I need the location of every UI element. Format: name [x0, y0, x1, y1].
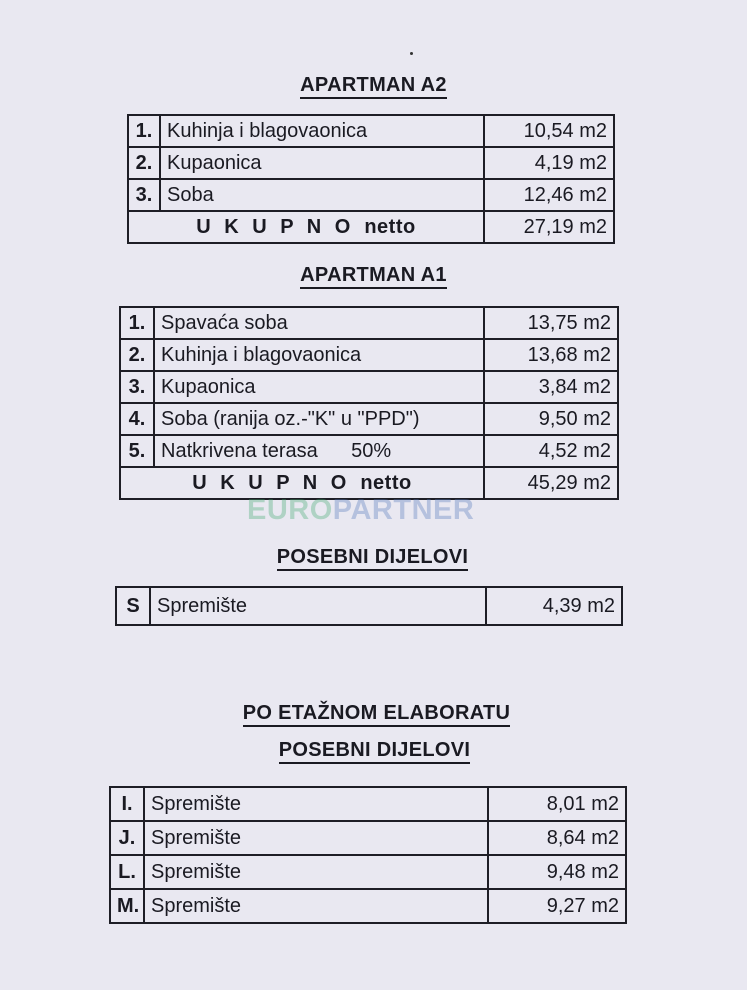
apartman-a2-table: [127, 114, 615, 244]
table-row: [120, 435, 618, 467]
row-number: L.: [110, 855, 144, 889]
room-name: Spremište: [144, 821, 488, 855]
room-area: 10,54 m2: [484, 115, 614, 147]
apartman-a2-title: [0, 74, 747, 97]
row-number: S: [116, 587, 150, 625]
table-row: [120, 339, 618, 371]
total-area: 27,19 m2: [484, 211, 614, 243]
room-area: 13,68 m2: [484, 339, 618, 371]
total-area: 45,29 m2: [484, 467, 618, 499]
table-row: [120, 403, 618, 435]
row-number: 2.: [120, 339, 154, 371]
room-name: Natkrivena terasa 50%: [154, 435, 484, 467]
row-number: 5.: [120, 435, 154, 467]
room-area: 8,01 m2: [488, 787, 626, 821]
posebni-dijelovi-title-text: POSEBNI DIJELOVI: [277, 546, 469, 571]
room-area: 9,27 m2: [488, 889, 626, 923]
posebni-dijelovi-title: [0, 546, 746, 569]
elaborat-title-text: PO ETAŽNOM ELABORATU: [243, 702, 510, 727]
total-suffix: netto: [364, 215, 416, 238]
elaborat-table: [109, 786, 627, 924]
table-row: [128, 179, 614, 211]
apartman-a1-table: [119, 306, 619, 500]
room-name: Spremište: [144, 889, 488, 923]
table-row: [120, 371, 618, 403]
table-row: [128, 115, 614, 147]
row-number: I.: [110, 787, 144, 821]
row-number: 2.: [128, 147, 160, 179]
total-label-text: U K U P N O: [192, 471, 351, 494]
room-name: Kupaonica: [160, 147, 484, 179]
row-number: 1.: [128, 115, 160, 147]
room-area: 9,48 m2: [488, 855, 626, 889]
table-row: [128, 147, 614, 179]
table-row: [110, 787, 626, 821]
row-number: 1.: [120, 307, 154, 339]
room-area: 12,46 m2: [484, 179, 614, 211]
room-name: Spremište: [150, 587, 486, 625]
table-row: [116, 587, 622, 625]
room-name: Kuhinja i blagovaonica: [154, 339, 484, 371]
stray-dot-mark: [410, 52, 413, 55]
room-area: 9,50 m2: [484, 403, 618, 435]
total-row: [128, 211, 614, 243]
room-area: 4,19 m2: [484, 147, 614, 179]
watermark-part-partner: PARTNER: [332, 494, 475, 526]
room-name: Kuhinja i blagovaonica: [160, 115, 484, 147]
row-number: 4.: [120, 403, 154, 435]
total-label: [128, 211, 484, 243]
room-name: Kupaonica: [154, 371, 484, 403]
elaborat-subtitle: [1, 739, 747, 762]
watermark-part-euro: EURO: [247, 494, 333, 526]
total-suffix: netto: [360, 471, 412, 494]
total-label-text: U K U P N O: [196, 215, 355, 238]
room-name: Soba: [160, 179, 484, 211]
apartman-a1-title: [0, 264, 747, 287]
room-name: Soba (ranija oz.-"K" u "PPD"): [154, 403, 484, 435]
row-number: 3.: [120, 371, 154, 403]
table-row: [120, 307, 618, 339]
table-row: [110, 889, 626, 923]
room-area: 3,84 m2: [484, 371, 618, 403]
room-area: 8,64 m2: [488, 821, 626, 855]
row-number: M.: [110, 889, 144, 923]
row-number: J.: [110, 821, 144, 855]
europartner-watermark: [247, 494, 474, 527]
room-name: Spremište: [144, 855, 488, 889]
room-name: Spremište: [144, 787, 488, 821]
posebni-dijelovi-table: [115, 586, 623, 626]
table-row: [110, 855, 626, 889]
row-number: 3.: [128, 179, 160, 211]
room-area: 4,39 m2: [486, 587, 622, 625]
elaborat-title: [3, 702, 747, 725]
room-area: 13,75 m2: [484, 307, 618, 339]
room-name: Spavaća soba: [154, 307, 484, 339]
elaborat-subtitle-text: POSEBNI DIJELOVI: [279, 739, 471, 764]
apartman-a1-title-text: APARTMAN A1: [300, 264, 447, 289]
table-row: [110, 821, 626, 855]
apartman-a2-title-text: APARTMAN A2: [300, 74, 447, 99]
room-area: 4,52 m2: [484, 435, 618, 467]
